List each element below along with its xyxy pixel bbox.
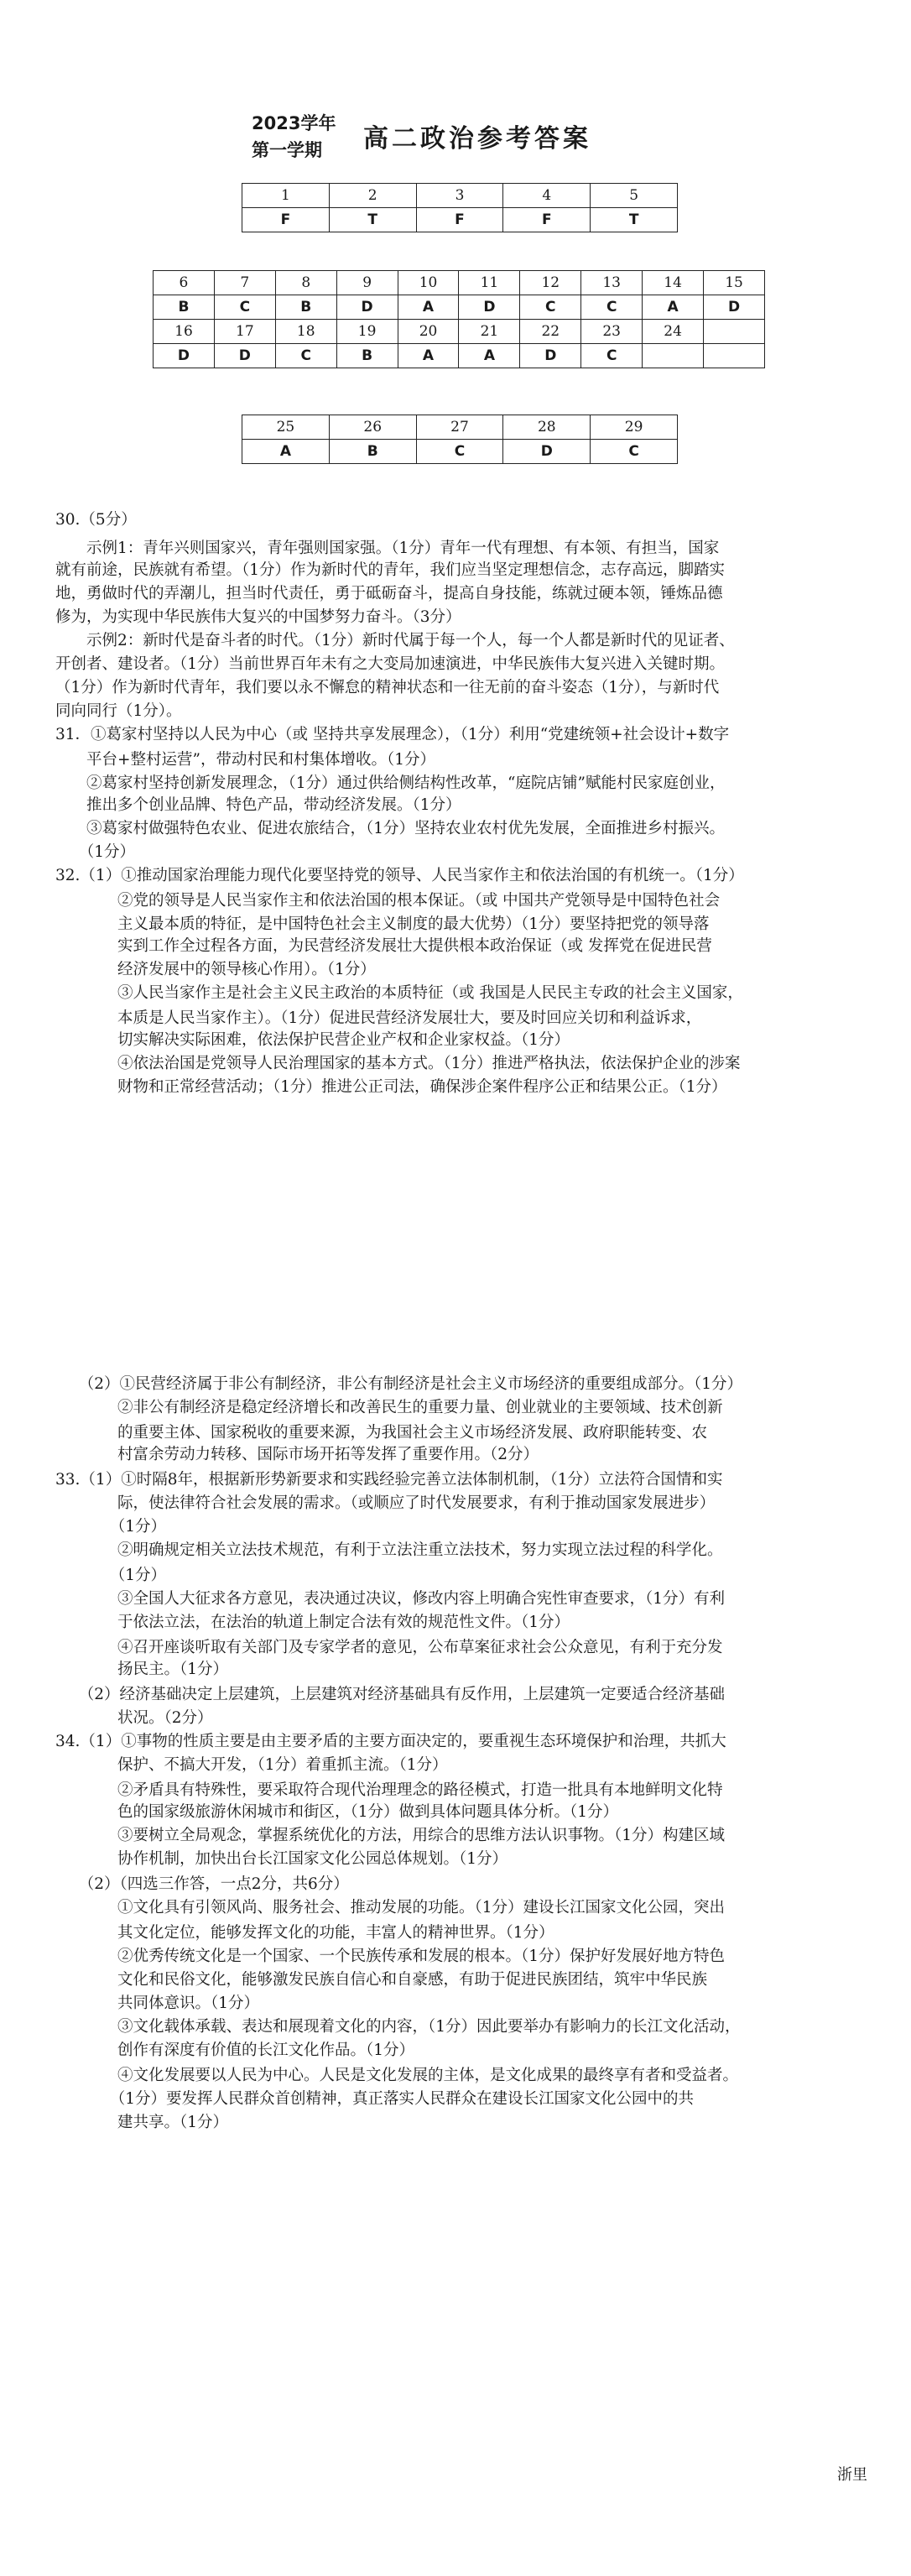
question-number: 9 [336, 271, 398, 295]
answer-text-line: ④依法治国是党领导人民治理国家的基本方式。（1分）推进严格执法，依法保护企业的涉案 [55, 1055, 741, 1072]
question-number: 17 [214, 320, 275, 344]
answer-text-line: 修为，为实现中华民族伟大复兴的中国梦努力奋斗。（3分） [55, 608, 461, 626]
answer-text-line: 30.（5分） [55, 511, 137, 529]
page-title: 高二政治参考答案 [363, 124, 591, 154]
answer-text-line: ②党的领导是人民当家作主和依法治国的根本保证。（或 中国共产党领导是中国特色社会 [55, 892, 721, 910]
answer-cell: F [503, 208, 591, 232]
answer-cell: A [398, 344, 459, 368]
answer-cell [643, 344, 704, 368]
answer-cell: B [154, 295, 215, 320]
answer-cell: C [581, 344, 643, 368]
answer-text-line: 经济发展中的领导核心作用）。（1分） [55, 961, 376, 978]
answer-text-line: 本质是人民当家作主）。（1分）促进民营经济发展壮大，要及时回应关切和利益诉求， [55, 1009, 702, 1027]
question-number: 7 [214, 271, 275, 295]
answer-cell: B [329, 440, 416, 464]
question-number: 2 [329, 184, 416, 208]
answer-text-line: 际，使法律符合社会发展的需求。（或顺应了时代发展要求，有利于推动国家发展进步） [55, 1494, 716, 1512]
answer-text-line: （1分） [55, 843, 136, 861]
answer-text-line: 村富余劳动力转移、国际市场开拓等发挥了重要作用。（2分） [55, 1446, 539, 1463]
answer-cell: D [214, 344, 275, 368]
answer-cell: D [336, 295, 398, 320]
answer-text-line: 32.（1）①推动国家治理能力现代化要坚持党的领导、人民当家作主和依法治国的有机统一。（1分） [55, 867, 744, 884]
answer-cell: C [275, 344, 336, 368]
answer-cell: C [520, 295, 581, 320]
answer-text-line: （1分） [55, 1518, 167, 1536]
answer-text-line: ③人民当家作主是社会主义民主政治的本质特征（或 我国是人民民主专政的社会主义国家， [55, 984, 743, 1002]
question-number: 5 [591, 184, 678, 208]
question-number: 23 [581, 320, 643, 344]
answer-cell [704, 344, 765, 368]
table-row-answers [154, 344, 765, 368]
answer-text-line: 开创者、建设者。（1分）当前世界百年未有之大变局加速演进，中华民族伟大复兴进入关键时期。 [55, 655, 726, 673]
question-number: 4 [503, 184, 591, 208]
answer-cell: C [416, 440, 503, 464]
answer-text-line: 于依法立法，在法治的轨道上制定合法有效的规范性文件。（1分） [55, 1614, 570, 1631]
answer-cell: F [416, 208, 503, 232]
table-row-answers [242, 208, 678, 232]
answer-text-line: 就有前途，民族就有希望。（1分）作为新时代的青年，我们应当坚定理想信念，志存高远，脚踏实 [55, 561, 726, 579]
answer-cell: F [242, 208, 330, 232]
answer-text-line: 色的国家级旅游休闲城市和街区，（1分）做到具体问题具体分析。（1分） [55, 1803, 619, 1821]
table-row-answers [154, 295, 765, 320]
school-year: 2023学年 [252, 113, 336, 133]
footer-mark: 浙里 [837, 2466, 867, 2484]
answer-text-line: 同向同行（1分）。 [55, 702, 182, 720]
answer-cell: T [591, 208, 678, 232]
answer-table-1 [242, 183, 678, 232]
answer-table-2 [153, 270, 765, 368]
answer-text-line: 的重要主体、国家税收的重要来源，为我国社会主义市场经济发展、政府职能转变、农 [55, 1424, 708, 1442]
answer-text-line: （1分）作为新时代青年，我们要以永不懈怠的精神状态和一往无前的奋斗姿态（1分），与新时代 [55, 679, 720, 696]
question-number: 1 [242, 184, 330, 208]
answer-text-line: ④文化发展要以人民为中心。人民是文化发展的主体，是文化成果的最终享有者和受益者。 [55, 2067, 739, 2084]
answer-text-line: 主义最本质的特征，是中国特色社会主义制度的最大优势）（1分）要坚持把党的领导落 [55, 915, 710, 933]
question-number: 28 [503, 415, 591, 440]
answer-text-line: 财物和正常经营活动；（1分）推进公正司法，确保涉企案件程序公正和结果公正。（1分） [55, 1078, 727, 1096]
answer-text-line: 地，勇做时代的弄潮儿，担当时代责任，勇于砥砺奋斗，提高自身技能，练就过硬本领，锤炼品德 [55, 585, 723, 602]
answer-text-line: 示例2：新时代是奋斗者的时代。（1分）新时代属于每一个人，每一个人都是新时代的见证者、 [55, 632, 735, 649]
table-row-numbers [242, 415, 678, 440]
answer-text-line: 状况。（2分） [55, 1709, 213, 1727]
question-number: 13 [581, 271, 643, 295]
answer-text-line: （2）经济基础决定上层建筑，上层建筑对经济基础具有反作用，上层建筑一定要适合经济基础 [55, 1686, 726, 1703]
answer-cell: A [643, 295, 704, 320]
answer-text-line: 示例1：青年兴则国家兴，青年强则国家强。（1分）青年一代有理想、有本领、有担当，国家 [55, 540, 720, 557]
answer-text-line: 其文化定位，能够发挥文化的功能，丰富人的精神世界。（1分） [55, 1924, 554, 1942]
answer-text-line: 扬民主。（1分） [55, 1661, 229, 1678]
question-number: 8 [275, 271, 336, 295]
question-number: 19 [336, 320, 398, 344]
answer-text-line: 建共享。（1分） [55, 2114, 229, 2131]
answer-text-line: 共同体意识。（1分） [55, 1995, 260, 2012]
question-number: 20 [398, 320, 459, 344]
answer-cell: C [214, 295, 275, 320]
table-row-numbers [242, 184, 678, 208]
answer-text-line: 协作机制，加快出台长江国家文化公园总体规划。（1分） [55, 1850, 508, 1868]
answer-text-line: ①文化具有引领风尚、服务社会、推动发展的功能。（1分）建设长江国家文化公园，突出 [55, 1899, 726, 1916]
answer-cell: D [503, 440, 591, 464]
question-number: 16 [154, 320, 215, 344]
answer-text-line: ②矛盾具有特殊性，要采取符合现代治理理念的路径模式，打造一批具有本地鲜明文化特 [55, 1781, 723, 1799]
answer-text-line: 31．①葛家村坚持以人民为中心（或 坚持共享发展理念），（1分）利用“党建统领+社会设计+数字 [55, 726, 730, 743]
answer-table-3 [242, 415, 678, 464]
answer-cell: D [154, 344, 215, 368]
question-number: 25 [242, 415, 330, 440]
answer-text-line: 保护、不搞大开发，（1分）着重抓主流。（1分） [55, 1756, 448, 1774]
answer-cell: T [329, 208, 416, 232]
question-number: 12 [520, 271, 581, 295]
answer-text-line: 文化和民俗文化，能够激发民族自信心和自豪感，有助于促进民族团结，筑牢中华民族 [55, 1971, 708, 1989]
answer-cell: D [459, 295, 520, 320]
question-number: 22 [520, 320, 581, 344]
question-number: 21 [459, 320, 520, 344]
answer-cell: A [459, 344, 520, 368]
answer-text-line: ②明确规定相关立法技术规范，有利于立法注重立法技术，努力实现立法过程的科学化。 [55, 1541, 723, 1559]
answer-text-line: ③要树立全局观念，掌握系统优化的方法，用综合的思维方法认识事物。（1分）构建区域 [55, 1827, 726, 1844]
answer-text-line: （1分） [55, 1567, 167, 1584]
question-number: 26 [329, 415, 416, 440]
table-row-numbers [154, 271, 765, 295]
question-number: 14 [643, 271, 704, 295]
answer-cell: A [242, 440, 330, 464]
answer-cell: D [704, 295, 765, 320]
question-number [704, 320, 765, 344]
table-row-numbers [154, 320, 765, 344]
answer-text-line: ④召开座谈听取有关部门及专家学者的意见，公布草案征求社会公众意见，有利于充分发 [55, 1639, 723, 1656]
table-row-answers [242, 440, 678, 464]
question-number: 27 [416, 415, 503, 440]
answer-cell: B [275, 295, 336, 320]
answer-text-line: 33.（1）①时隔8年，根据新形势新要求和实践经验完善立法体制机制，（1分）立法符合国情和实 [55, 1471, 723, 1489]
answer-cell: B [336, 344, 398, 368]
answer-text-line: ②优秀传统文化是一个国家、一个民族传承和发展的根本。（1分）保护好发展好地方特色 [55, 1948, 726, 1965]
answer-text-line: 34.（1）①事物的性质主要是由主要矛盾的主要方面决定的，要重视生态环境保护和治理，共抓大 [55, 1733, 726, 1750]
semester: 第一学期 [252, 140, 322, 160]
answer-text-line: 切实解决实际困难，依法保护民营企业产权和企业家权益。（1分） [55, 1031, 570, 1049]
answer-text-line: 实到工作全过程各方面，为民营经济发展壮大提供根本政治保证（或 发挥党在促进民营 [55, 937, 712, 955]
question-number: 15 [704, 271, 765, 295]
question-number: 11 [459, 271, 520, 295]
answer-text-line: （2）①民营经济属于非公有制经济，非公有制经济是社会主义市场经济的重要组成部分。（1分） [55, 1375, 743, 1393]
answer-text-line: ②葛家村坚持创新发展理念，（1分）通过供给侧结构性改革，“庭院店铺”赋能村民家庭创业， [55, 774, 726, 792]
question-number: 18 [275, 320, 336, 344]
answer-text-line: 创作有深度有价值的长江文化作品。（1分） [55, 2042, 415, 2059]
answer-cell: A [398, 295, 459, 320]
question-number: 3 [416, 184, 503, 208]
answer-text-line: （1分）要发挥人民群众首创精神，真正落实人民群众在建设长江国家文化公园中的共 [55, 2090, 695, 2108]
question-number: 24 [643, 320, 704, 344]
answer-text-line: ②非公有制经济是稳定经济增长和改善民生的重要力量、创业就业的主要领域、技术创新 [55, 1399, 723, 1416]
answer-text-line: ③文化载体承载、表达和展现着文化的内容，（1分）因此要举办有影响力的长江文化活动， [55, 2018, 741, 2036]
question-number: 29 [591, 415, 678, 440]
answer-cell: C [581, 295, 643, 320]
question-number: 10 [398, 271, 459, 295]
answer-text-line: 推出多个创业品牌、特色产品，带动经济发展。（1分） [55, 796, 461, 814]
answer-text-line: ③葛家村做强特色农业、促进农旅结合，（1分）坚持农业农村优先发展，全面推进乡村振兴。 [55, 820, 726, 837]
answer-text-line: 平台+整村运营”，带动村民和村集体增收。（1分） [55, 751, 435, 769]
answer-cell: D [520, 344, 581, 368]
question-number: 6 [154, 271, 215, 295]
answer-text-line: ③全国人大征求各方意见，表决通过决议，修改内容上明确合宪性审查要求，（1分）有利 [55, 1590, 726, 1608]
answer-text-line: （2）（四选三作答，一点2分，共6分） [55, 1875, 349, 1893]
answer-cell: C [591, 440, 678, 464]
